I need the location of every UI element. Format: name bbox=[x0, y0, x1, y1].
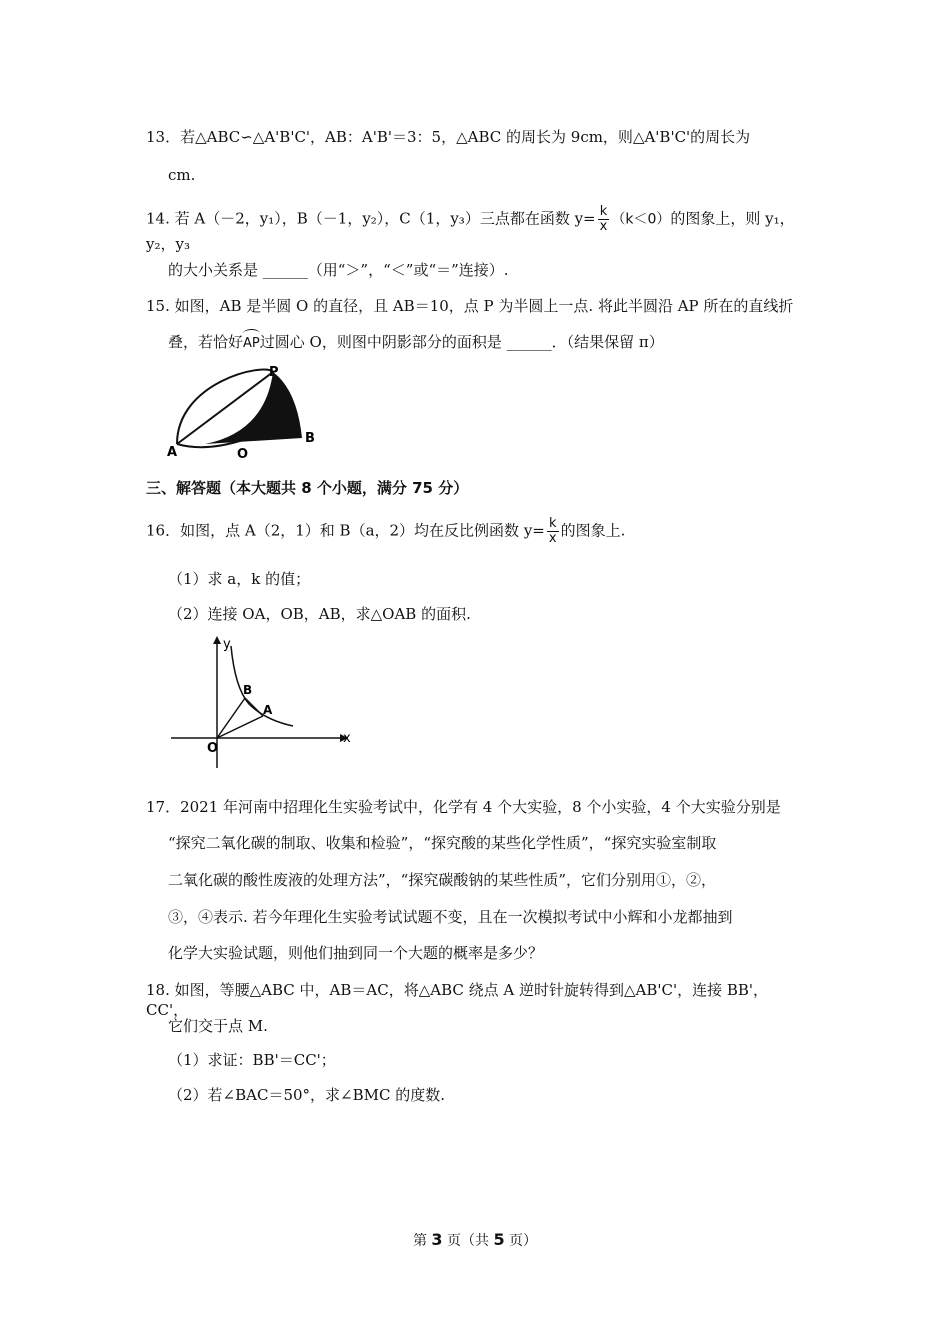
q14-suffix: 的图象上，则 y₁，y₂，y₃ bbox=[146, 209, 795, 253]
q16-frac-num: k bbox=[547, 517, 559, 532]
q16-label-o: O bbox=[207, 741, 219, 756]
q16-label-b: B bbox=[243, 683, 253, 697]
q15-label-o: O bbox=[237, 447, 249, 462]
q18-line1: 18. 如图，等腰△ABC 中，AB＝AC，将△ABC 绕点 A 逆时针旋转得到△AB'C'，连接 BB'，CC'， bbox=[146, 981, 769, 1019]
q14-line2: 的大小关系是 ______（用“＞”，“＜”或“＝”连接）. bbox=[168, 261, 509, 279]
q16-figure bbox=[165, 632, 360, 772]
q16-label-x: x bbox=[343, 731, 351, 746]
q16-sub1: （1）求 a，k 的值； bbox=[168, 570, 311, 588]
q15-line2a: 叠，若恰好 bbox=[168, 333, 244, 351]
page-footer bbox=[0, 1230, 950, 1250]
q15-figure bbox=[165, 362, 325, 462]
q17-line2: “探究二氧化碳的制取、收集和检验”，“探究酸的某些化学性质”，“探究实验室制取 bbox=[168, 834, 717, 852]
footer-total-pages: 5 bbox=[493, 1230, 505, 1249]
q16-segment-ab bbox=[245, 698, 263, 716]
q13-line2: cm. bbox=[168, 166, 196, 184]
q18-line2: 它们交于点 M. bbox=[168, 1017, 268, 1035]
q14-cond: （k＜0） bbox=[611, 211, 671, 228]
footer-page-number: 3 bbox=[431, 1230, 443, 1249]
q15-line2 bbox=[168, 332, 664, 354]
q14-prefix: 14. 若 A（－2，y₁），B（－1，y₂），C（1，y₃）三点都在函数 y= bbox=[146, 209, 596, 228]
q17-line3: 二氧化碳的酸性废液的处理方法”，“探究碳酸钠的某些性质”，它们分别用①，②， bbox=[168, 871, 717, 889]
q14-frac-den: x bbox=[599, 219, 608, 234]
q15-label-b: B bbox=[305, 431, 315, 446]
q15-label-a: A bbox=[167, 445, 178, 460]
q16-label-y: y bbox=[223, 637, 231, 652]
footer-mid: 页（共 bbox=[442, 1233, 494, 1249]
footer-pre: 第 bbox=[412, 1233, 432, 1249]
q16-sub2: （2）连接 OA，OB，AB，求△OAB 的面积. bbox=[168, 605, 471, 623]
section3-title: 三、解答题（本大题共 8 个小题，满分 75 分） bbox=[146, 479, 469, 497]
q15-line2b: 过圆心 O，则图中阴影部分的面积是 ______．（结果保留 π） bbox=[259, 333, 664, 351]
q14-frac-num: k bbox=[598, 205, 610, 220]
q16-fraction bbox=[547, 517, 559, 546]
q15-label-p: P bbox=[269, 365, 279, 380]
q16-suffix: 的图象上. bbox=[560, 521, 626, 540]
footer-post: 页） bbox=[504, 1233, 538, 1249]
q16-line1 bbox=[146, 517, 810, 546]
q18-sub1: （1）求证：BB'＝CC'； bbox=[168, 1051, 336, 1069]
q16-label-a: A bbox=[263, 703, 273, 717]
q15-line1: 15. 如图，AB 是半圆 O 的直径，且 AB＝10，点 P 为半圆上一点. 将此半圆沿 AP 所在的直线折 bbox=[146, 297, 794, 315]
q18-sub2: （2）若∠BAC＝50°，求∠BMC 的度数. bbox=[168, 1086, 445, 1104]
q16-frac-den: x bbox=[548, 531, 557, 546]
q17-line5: 化学大实验试题，则他们抽到同一个大题的概率是多少？ bbox=[168, 944, 544, 962]
q17-line4: ③，④表示. 若今年理化生实验考试试题不变，且在一次模拟考试中小辉和小龙都抽到 bbox=[168, 908, 733, 926]
q16-y-arrow bbox=[213, 636, 221, 644]
q13-line1: 13．若△ABC∽△A'B'C'，AB：A'B'＝3：5，△ABC 的周长为 9cm，则△A'B'C'的周长为 bbox=[146, 128, 751, 146]
q16-prefix: 16．如图，点 A（2，1）和 B（a，2）均在反比例函数 y= bbox=[146, 521, 545, 540]
q15-arc-ap: AP bbox=[243, 334, 260, 354]
q14-fraction bbox=[598, 205, 610, 234]
q14-line1 bbox=[146, 205, 810, 254]
q17-line1: 17．2021 年河南中招理化生实验考试中，化学有 4 个大实验，8 个小实验，4 个大实验分别是 bbox=[146, 798, 781, 816]
